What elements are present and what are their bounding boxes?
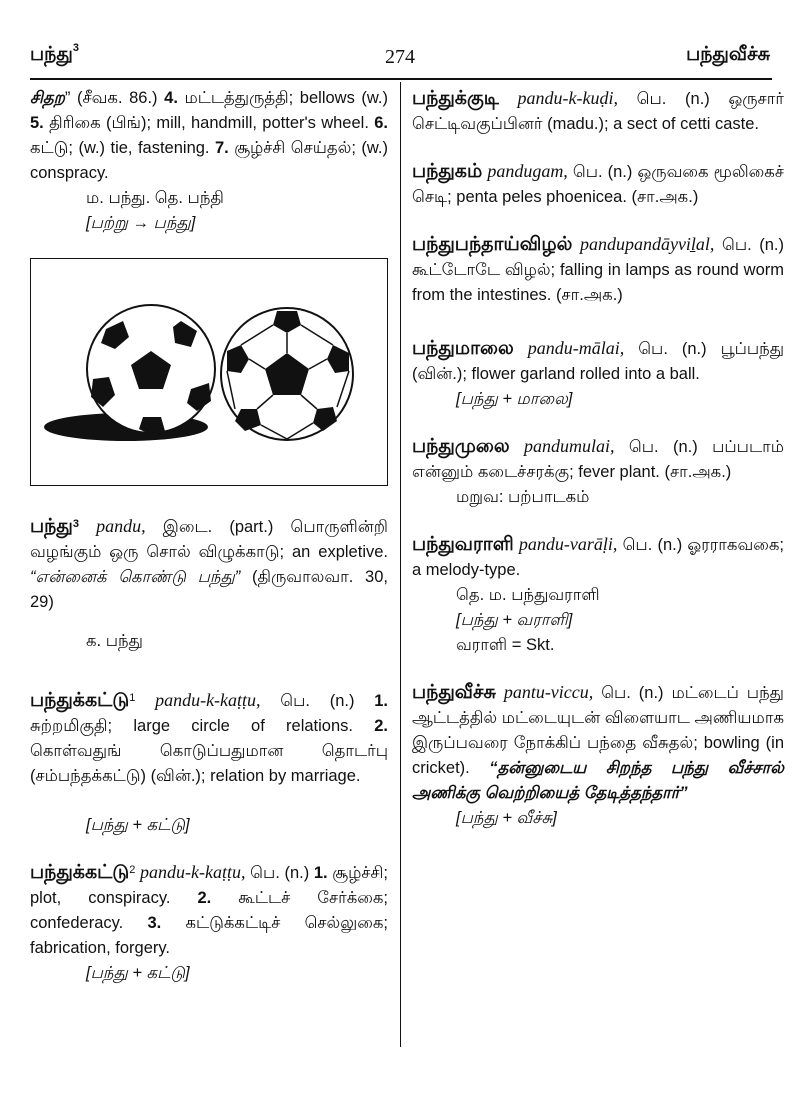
homograph-number: 3 [72,518,79,530]
homograph-number: 2 [129,864,136,876]
headword: பந்துக்கட்டு [30,690,130,711]
entry-body [412,86,784,137]
part-of-speech: பெ. (n.) [250,864,310,882]
transliteration: pandu-mālai, [527,338,625,358]
sense-text: சூழ்ச்சி செய்தல்; (w.) conspracy. [30,139,388,182]
entry-body [412,232,784,308]
right-column [412,86,784,853]
definition: மட்டைப் பந்து ஆட்டத்தில் மட்டையுடன் விளையாட அணியமாக இருப்பவரை நோக்கிப் பந்தை வீசுதல்; bowling (in cricket). [412,684,784,777]
headword: பந்துக்கட்டு [30,862,130,883]
sense-number: 1. [313,864,328,882]
headword: பந்துவீச்சு [412,682,496,703]
entry-pandukkudi [412,86,784,137]
part-of-speech: பெ. (n.) [280,692,355,710]
part-of-speech: பெ. (n.) [622,536,683,554]
sense-number: 3. [147,914,162,932]
quote-text: சிதற [30,89,65,107]
entry-pandumulai [412,434,784,510]
sense-number: 6. [374,114,388,132]
definition: ஒருவகை மூலிகைச் செடி; penta peles phoenicea. (சா.அக.) [412,163,784,206]
headword: பந்துவராளி [412,534,514,555]
entry-panduvarali [412,532,784,658]
entry-body [30,688,388,789]
entry-body [412,159,784,210]
entry-pandu-3 [30,514,388,654]
entry-body [412,336,784,387]
right-guide-word: பந்துவீச்சு [686,44,770,65]
sense-text: கட்டு; (w.) tie, fastening. [30,139,210,157]
part-of-speech: பெ. (n.) [601,684,664,702]
entry-body [30,514,388,615]
sense-text: சூழ்ச்சி; plot, conspiracy. [30,864,389,907]
sense-number: 2. [374,717,388,735]
football-drawing [31,259,387,485]
sense-number: 5. [30,114,44,132]
entry-body [412,434,784,485]
sense-number: 1. [374,692,389,710]
etymology-note: வராளி = Skt. [456,636,555,654]
sense-text: மட்டத்துருத்தி; bellows (w.) [184,89,388,107]
page-number: 274 [385,46,415,68]
sense-number: 7. [214,139,229,157]
transliteration: pandu, [96,516,146,536]
definition: பப்படாம் என்னும் கடைச்சரக்கு; fever plant. (சா.அக.) [412,438,784,481]
headword: பந்து [30,516,73,537]
transliteration: pandu-k-kuḍi, [517,88,618,108]
headword: பந்துகம் [412,161,483,182]
cognates: க. பந்து [86,632,143,650]
definition: ஓரராகவகை; a melody-type. [412,536,784,579]
entry-body [412,680,784,806]
transliteration: pandu-k-kaṭṭu, [155,690,261,710]
definition: கூட்டோடே விழல்; falling in lamps as round worm from the intestines. (சா.அக.) [412,261,784,304]
quote-text: “என்னைக் கொண்டு பந்து” [30,568,241,586]
transliteration: pandu-varāḷi, [518,534,618,554]
part-of-speech: பெ. (n.) [721,236,784,254]
entry-pandukkattu-2 [30,860,388,986]
sense-text: சுற்றமிகுதி; large circle of relations. [30,717,353,735]
citation: (சீவக. 86.) [76,89,158,107]
etymology: [பந்து + வராளி] [456,611,573,629]
definition: ஒருசார் செட்டிவகுப்பினர் (madu.); a sect of cetti caste. [412,90,784,133]
cognates: தெ. ம. பந்துவராளி [456,586,600,604]
sense-number: 4. [164,89,178,107]
left-guide-superscript: 3 [72,42,79,54]
football-illustration [30,258,388,486]
etymology: [பந்து + வீச்சு] [456,809,557,827]
column-divider [400,82,401,1047]
transliteration: pantu-viccu, [503,682,594,702]
headword: பந்துபந்தாய்விழல் [412,234,573,255]
variant-form: மறுவ: பற்பாடகம் [456,488,590,506]
header-rule [30,78,772,80]
part-of-speech: பெ. (n.) [636,90,710,108]
sense-text: கொள்வதுங் கொடுப்பதுமான தொடர்பு (சம்பந்தக்கட்டு) (வின்.); relation by marriage. [30,742,388,785]
cognates: ம. பந்து. தெ. பந்தி [86,189,224,207]
transliteration: pandupandāyviḻal, [579,234,715,254]
part-of-speech: பெ. (n.) [628,438,698,456]
etymology: [பந்து + கட்டு] [86,816,190,834]
homograph-number: 1 [129,692,136,704]
part-of-speech: பெ. (n.) [572,163,633,181]
left-guide-text: பந்து [30,44,73,65]
part-of-speech: பெ. (n.) [638,340,707,358]
sense-text: கட்டுக்கட்டிச் செல்லுகை; fabrication, forgery. [30,914,389,957]
definition: இடை. (part.) பொருளின்றி வழங்கும் ஒரு சொல் விழுக்காடு; an expletive. [30,518,388,561]
headword: பந்துமுலை [412,436,510,457]
sense-number: 2. [197,889,212,907]
entry-continuation [30,86,388,236]
sense-text: திரிகை (பிங்); mill, handmill, potter's wheel. [49,114,369,132]
entry-senses: சிதற” (சீவக. 86.) 4. மட்டத்துருத்தி; bellows (w.) 5. திரிகை (பிங்); mill, handmill, potter's wheel. 6. கட்டு; (w.) tie, fastening. 7. சூழ்ச்சி செய்தல்; (w.) conspracy. [30,89,388,182]
etymology: [பந்து + கட்டு] [86,964,190,982]
entry-pandukkattu-1 [30,688,388,838]
entry-pandupandayvizhal [412,232,784,308]
entry-panduveechu [412,680,784,831]
quote-text: “தன்னுடைய சிறந்த பந்து வீச்சால் அணிக்கு வெற்றியைத் தேடித்தந்தார்” [412,759,784,802]
entry-pandumalai [412,336,784,412]
etymology: [பந்து + மாலை] [456,390,573,408]
sense-text: கூட்டச் சேர்க்கை; confederacy. [30,889,389,932]
page-header [30,40,770,76]
left-column [30,86,388,1008]
entry-body [412,532,784,583]
entry-body [30,860,388,961]
headword: பந்துக்குடி [412,88,499,109]
headword: பந்துமாலை [412,338,514,359]
entry-pandugam [412,159,784,210]
citation: (திருவாலவா. 30, 29) [30,568,388,611]
transliteration: pandugam, [487,161,568,181]
transliteration: pandumulai, [524,436,615,456]
etymology: [பற்று → பந்து] [86,214,196,232]
definition: பூப்பந்து (வின்.); flower garland rolled into a ball. [412,340,785,383]
transliteration: pandu-k-kaṭṭu, [139,862,246,882]
